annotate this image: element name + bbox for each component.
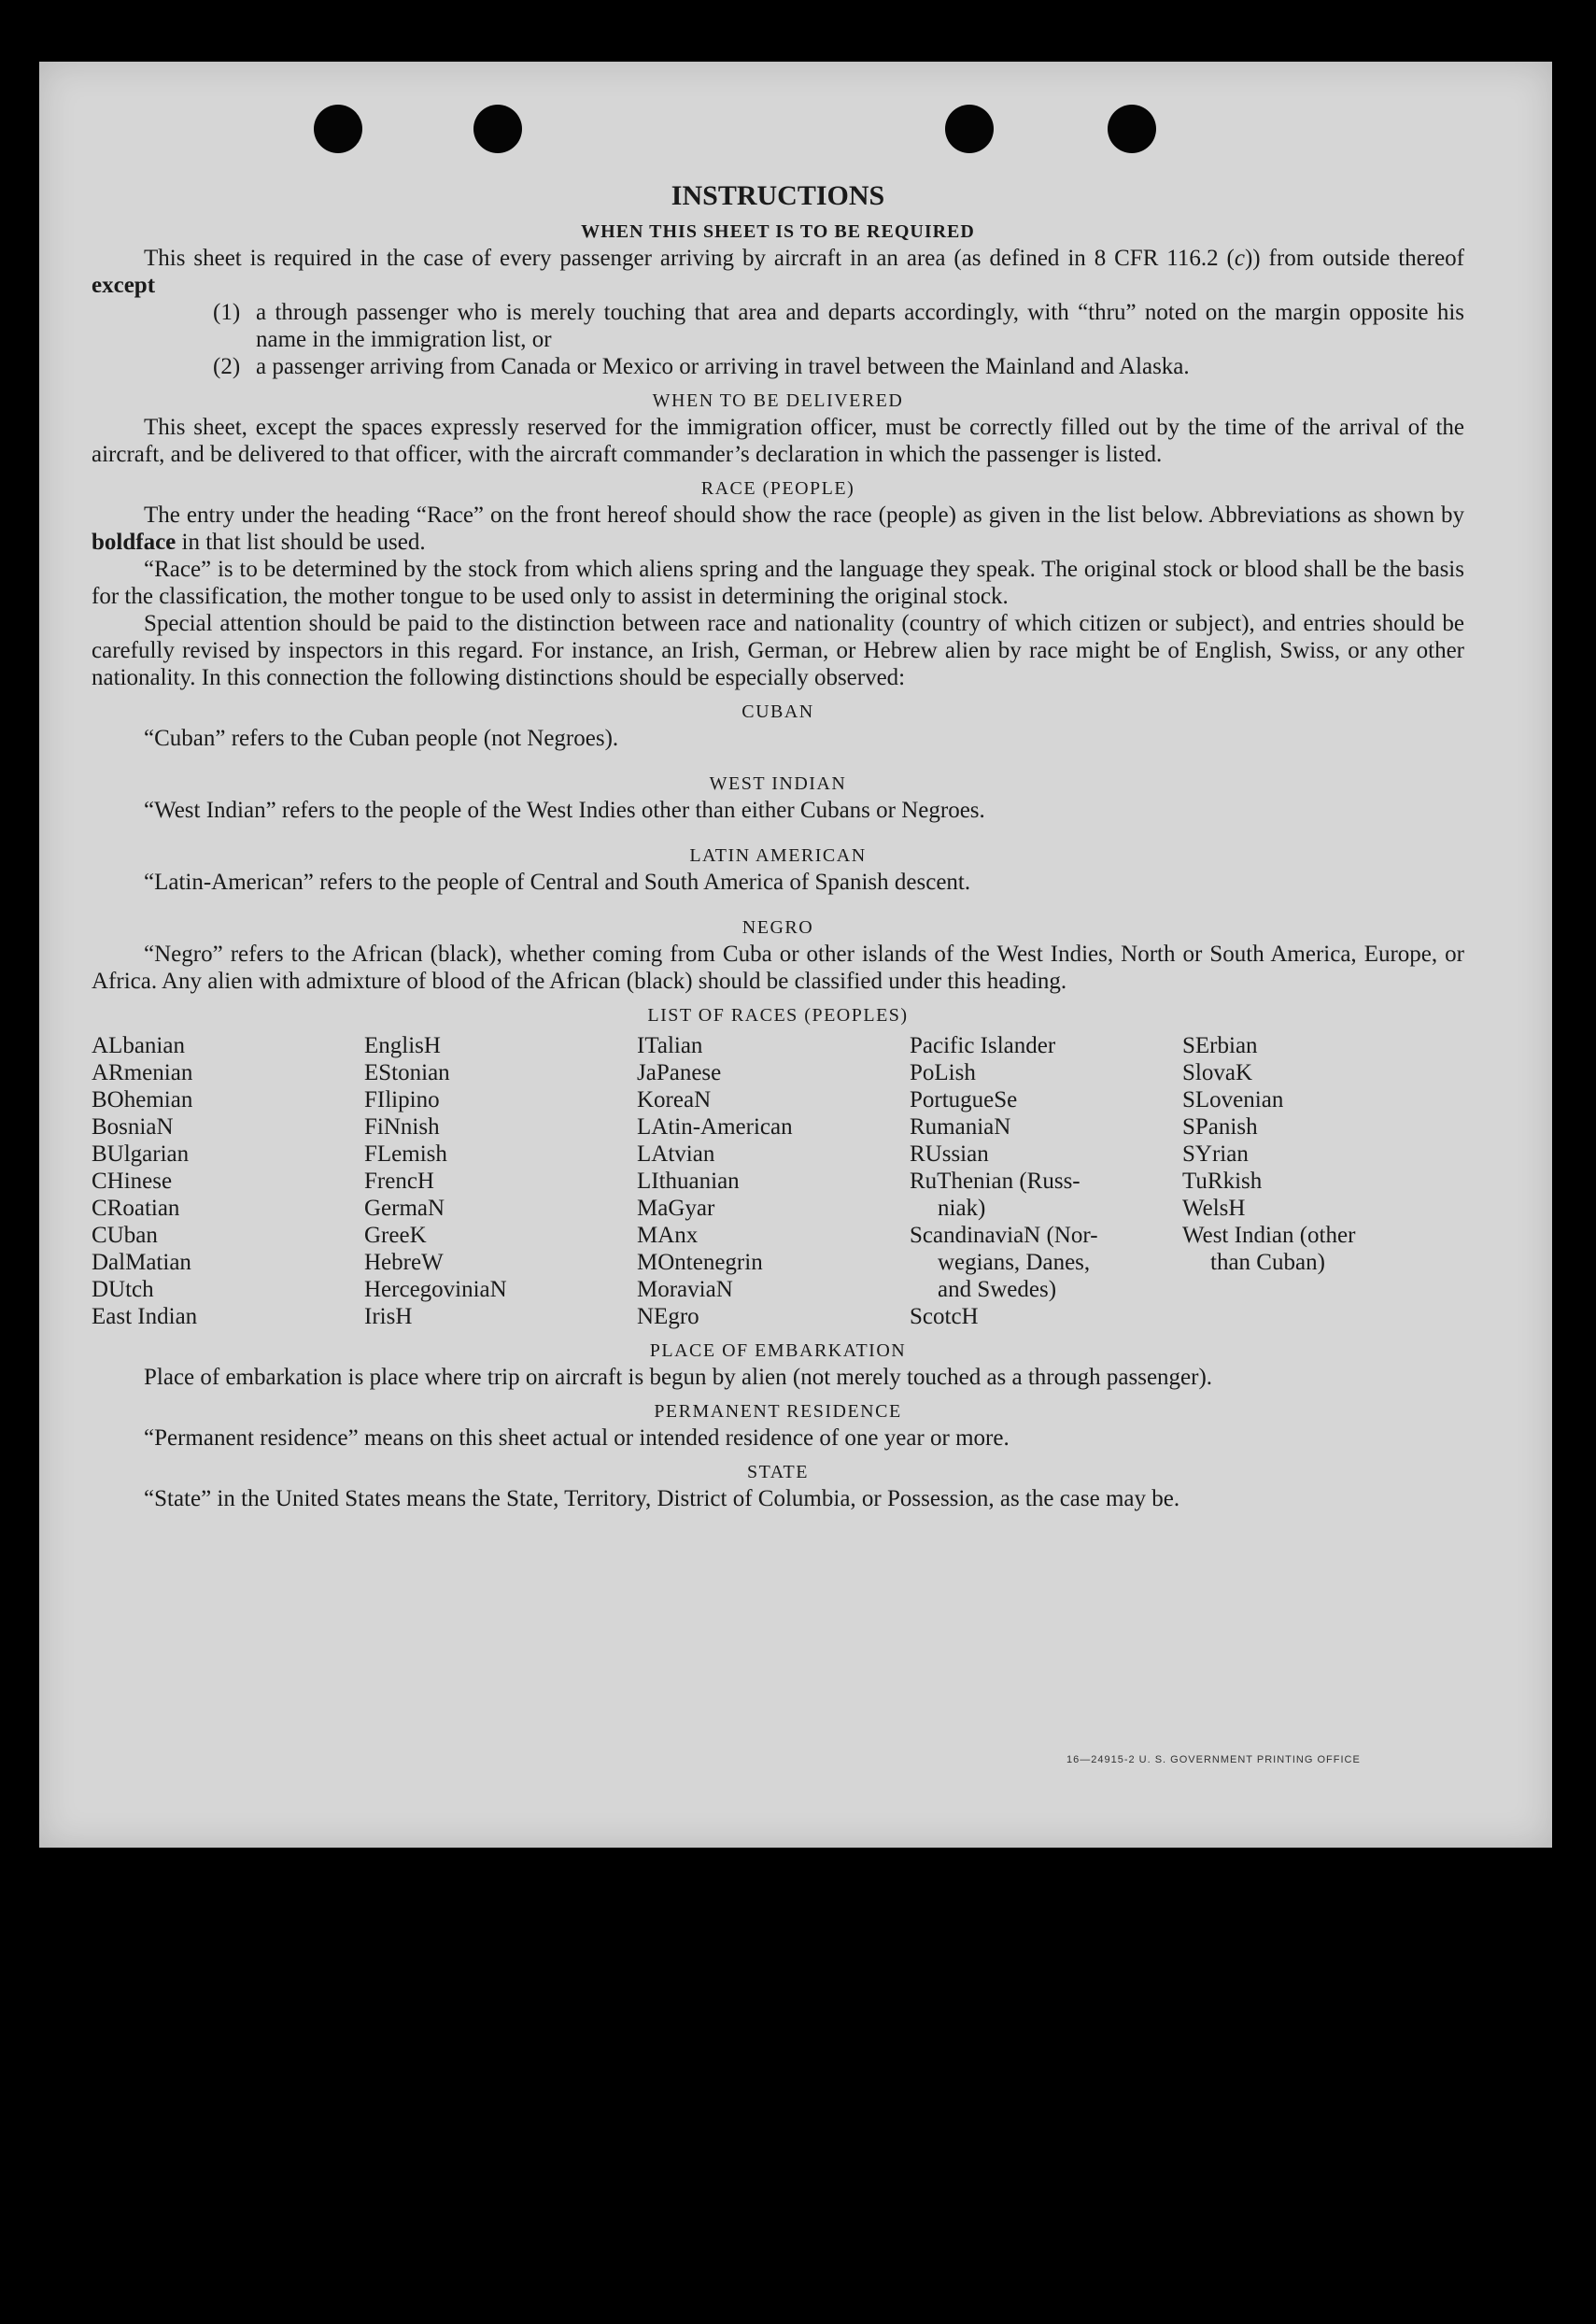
document-sheet bbox=[39, 62, 1552, 1848]
race-entry: SLovenian bbox=[1182, 1087, 1284, 1112]
races-column-5 bbox=[1182, 1032, 1455, 1330]
punch-hole bbox=[473, 105, 522, 153]
race-entry: DalMatian bbox=[92, 1250, 191, 1275]
race-entry: ITalian bbox=[637, 1033, 703, 1058]
race-entry: FiNnish bbox=[364, 1114, 440, 1140]
heading-when-required: WHEN THIS SHEET IS TO BE REQUIRED bbox=[581, 221, 975, 242]
race-entry: West Indian (other bbox=[1182, 1223, 1356, 1248]
race-entry: BosniaN bbox=[92, 1114, 174, 1140]
race-entry: GermaN bbox=[364, 1196, 445, 1221]
heading-place-of-embarkation: PLACE OF EMBARKATION bbox=[649, 1340, 907, 1361]
heading-latin-american: LATIN AMERICAN bbox=[689, 845, 867, 866]
race-entry: RUssian bbox=[910, 1141, 989, 1167]
race-entry: TuRkish bbox=[1182, 1169, 1263, 1194]
race-entry: wegians, Danes, bbox=[938, 1250, 1091, 1275]
race-entry: ARmenian bbox=[92, 1060, 193, 1085]
race-entry: PoLish bbox=[910, 1060, 976, 1085]
when-required-intro: This sheet is required in the case of every passenger arriving by aircraft in an area (as defined in 8 CFR 116.2 (c)) from outside thereof except bbox=[92, 246, 1464, 298]
race-entry: than Cuban) bbox=[1210, 1250, 1325, 1275]
race-entry: CUban bbox=[92, 1223, 158, 1248]
race-entry: RumaniaN bbox=[910, 1114, 1011, 1140]
page-title: INSTRUCTIONS bbox=[671, 180, 885, 211]
race-entry: SErbian bbox=[1182, 1033, 1258, 1058]
races-column-3 bbox=[637, 1032, 910, 1330]
race-entry: LIthuanian bbox=[637, 1169, 740, 1194]
race-entry: LAtin-American bbox=[637, 1114, 793, 1140]
place-of-embarkation-text: Place of embarkation is place where trip on aircraft is begun by alien (not merely touched as a through passenger). bbox=[144, 1365, 1213, 1390]
race-entry: SlovaK bbox=[1182, 1060, 1252, 1085]
races-column-4 bbox=[910, 1032, 1182, 1330]
races-list bbox=[92, 1032, 1464, 1330]
race-entry: RuThenian (Russ- bbox=[910, 1169, 1080, 1194]
instructions-content bbox=[92, 179, 1464, 1512]
latin-american-text: “Latin-American” refers to the people of Central and South America of Spanish descent. bbox=[144, 870, 971, 895]
heading-permanent-residence: PERMANENT RESIDENCE bbox=[654, 1401, 902, 1422]
race-entry: East Indian bbox=[92, 1304, 198, 1329]
race-paragraph-2: “Race” is to be determined by the stock from which aliens spring and the language they speak. The original stock or blood shall be the basis for the classification, the mother tongue to be used only to assist in determining the original stock. bbox=[92, 557, 1464, 609]
race-entry: CHinese bbox=[92, 1169, 173, 1194]
race-entry: IrisH bbox=[364, 1304, 413, 1329]
race-entry: CRoatian bbox=[92, 1196, 180, 1221]
race-entry: GreeK bbox=[364, 1223, 427, 1248]
permanent-residence-text: “Permanent residence” means on this sheet actual or intended residence of one year or more. bbox=[144, 1425, 1010, 1451]
race-entry: EStonian bbox=[364, 1060, 450, 1085]
state-text: “State” in the United States means the State, Territory, District of Columbia, or Possession, as the case may be. bbox=[144, 1486, 1180, 1511]
race-entry: BOhemian bbox=[92, 1087, 193, 1112]
race-entry: LAtvian bbox=[637, 1141, 715, 1167]
race-entry: Pacific Islander bbox=[910, 1033, 1056, 1058]
race-entry: EnglisH bbox=[364, 1033, 441, 1058]
races-column-2 bbox=[364, 1032, 637, 1330]
race-entry: FIlipino bbox=[364, 1087, 440, 1112]
when-delivered-text: This sheet, except the spaces expressly reserved for the immigration officer, must be correctly filled out by the time of the arrival of the aircraft, and be delivered to that officer, with the aircraft commander’s declaration in which the passenger is listed. bbox=[92, 415, 1464, 467]
heading-when-delivered: WHEN TO BE DELIVERED bbox=[652, 390, 904, 411]
race-entry: PortugueSe bbox=[910, 1087, 1018, 1112]
negro-text: “Negro” refers to the African (black), whether coming from Cuba or other islands of the West Indies, North or South America, Europe, or Africa. Any alien with admixture of blood of the African (black) should be classified under this heading. bbox=[92, 942, 1464, 994]
punch-hole bbox=[1108, 105, 1156, 153]
race-entry: SYrian bbox=[1182, 1141, 1249, 1167]
race-entry: KoreaN bbox=[637, 1087, 712, 1112]
cuban-text: “Cuban” refers to the Cuban people (not Negroes). bbox=[144, 726, 619, 751]
race-entry: HercegoviniaN bbox=[364, 1277, 507, 1302]
race-entry: MaGyar bbox=[637, 1196, 715, 1221]
printing-office-code: 16—24915-2 U. S. GOVERNMENT PRINTING OFFICE bbox=[1066, 1754, 1361, 1765]
race-entry: MAnx bbox=[637, 1223, 699, 1248]
race-entry: HebreW bbox=[364, 1250, 444, 1275]
list-item: (2) a passenger arriving from Canada or Mexico or arriving in travel between the Mainland and Alaska. bbox=[213, 354, 1190, 379]
race-entry: NEgro bbox=[637, 1304, 699, 1329]
list-item: (1) a through passenger who is merely touching that area and departs accordingly, with “thru” noted on the margin opposite his name in the immigration list, or bbox=[213, 300, 1464, 352]
heading-race: RACE (PEOPLE) bbox=[700, 478, 855, 499]
punch-hole bbox=[945, 105, 994, 153]
heading-cuban: CUBAN bbox=[742, 701, 814, 722]
heading-west-indian: WEST INDIAN bbox=[709, 773, 847, 794]
race-paragraph-3: Special attention should be paid to the distinction between race and nationality (country of which citizen or subject), and entries should be carefully revised by inspectors in this regard. For instance, an Irish, German, or Hebrew alien by race might be of English, Swiss, or any other nationality. In this connection the following distinctions should be especially observed: bbox=[92, 611, 1464, 690]
race-entry: ScotcH bbox=[910, 1304, 979, 1329]
race-entry: WelsH bbox=[1182, 1196, 1246, 1221]
race-entry: ALbanian bbox=[92, 1033, 185, 1058]
race-entry: ScandinaviaN (Nor- bbox=[910, 1223, 1098, 1248]
race-entry: niak) bbox=[938, 1196, 986, 1221]
race-entry: SPanish bbox=[1182, 1114, 1258, 1140]
heading-state: STATE bbox=[747, 1462, 809, 1482]
race-entry: and Swedes) bbox=[938, 1277, 1057, 1302]
heading-negro: NEGRO bbox=[742, 917, 814, 938]
race-entry: FrencH bbox=[364, 1169, 434, 1194]
race-entry: FLemish bbox=[364, 1141, 447, 1167]
race-paragraph-1: The entry under the heading “Race” on the front hereof should show the race (people) as given in the list below. Abbreviations as shown by boldface in that list should be used. bbox=[92, 503, 1464, 555]
race-entry: JaPanese bbox=[637, 1060, 722, 1085]
race-entry: DUtch bbox=[92, 1277, 154, 1302]
race-entry: MoraviaN bbox=[637, 1277, 733, 1302]
race-entry: MOntenegrin bbox=[637, 1250, 763, 1275]
west-indian-text: “West Indian” refers to the people of the West Indies other than either Cubans or Negroes. bbox=[144, 798, 985, 823]
heading-list-of-races: LIST OF RACES (PEOPLES) bbox=[647, 1005, 909, 1026]
races-column-1 bbox=[92, 1032, 364, 1330]
punch-hole bbox=[314, 105, 362, 153]
race-entry: BUlgarian bbox=[92, 1141, 190, 1167]
